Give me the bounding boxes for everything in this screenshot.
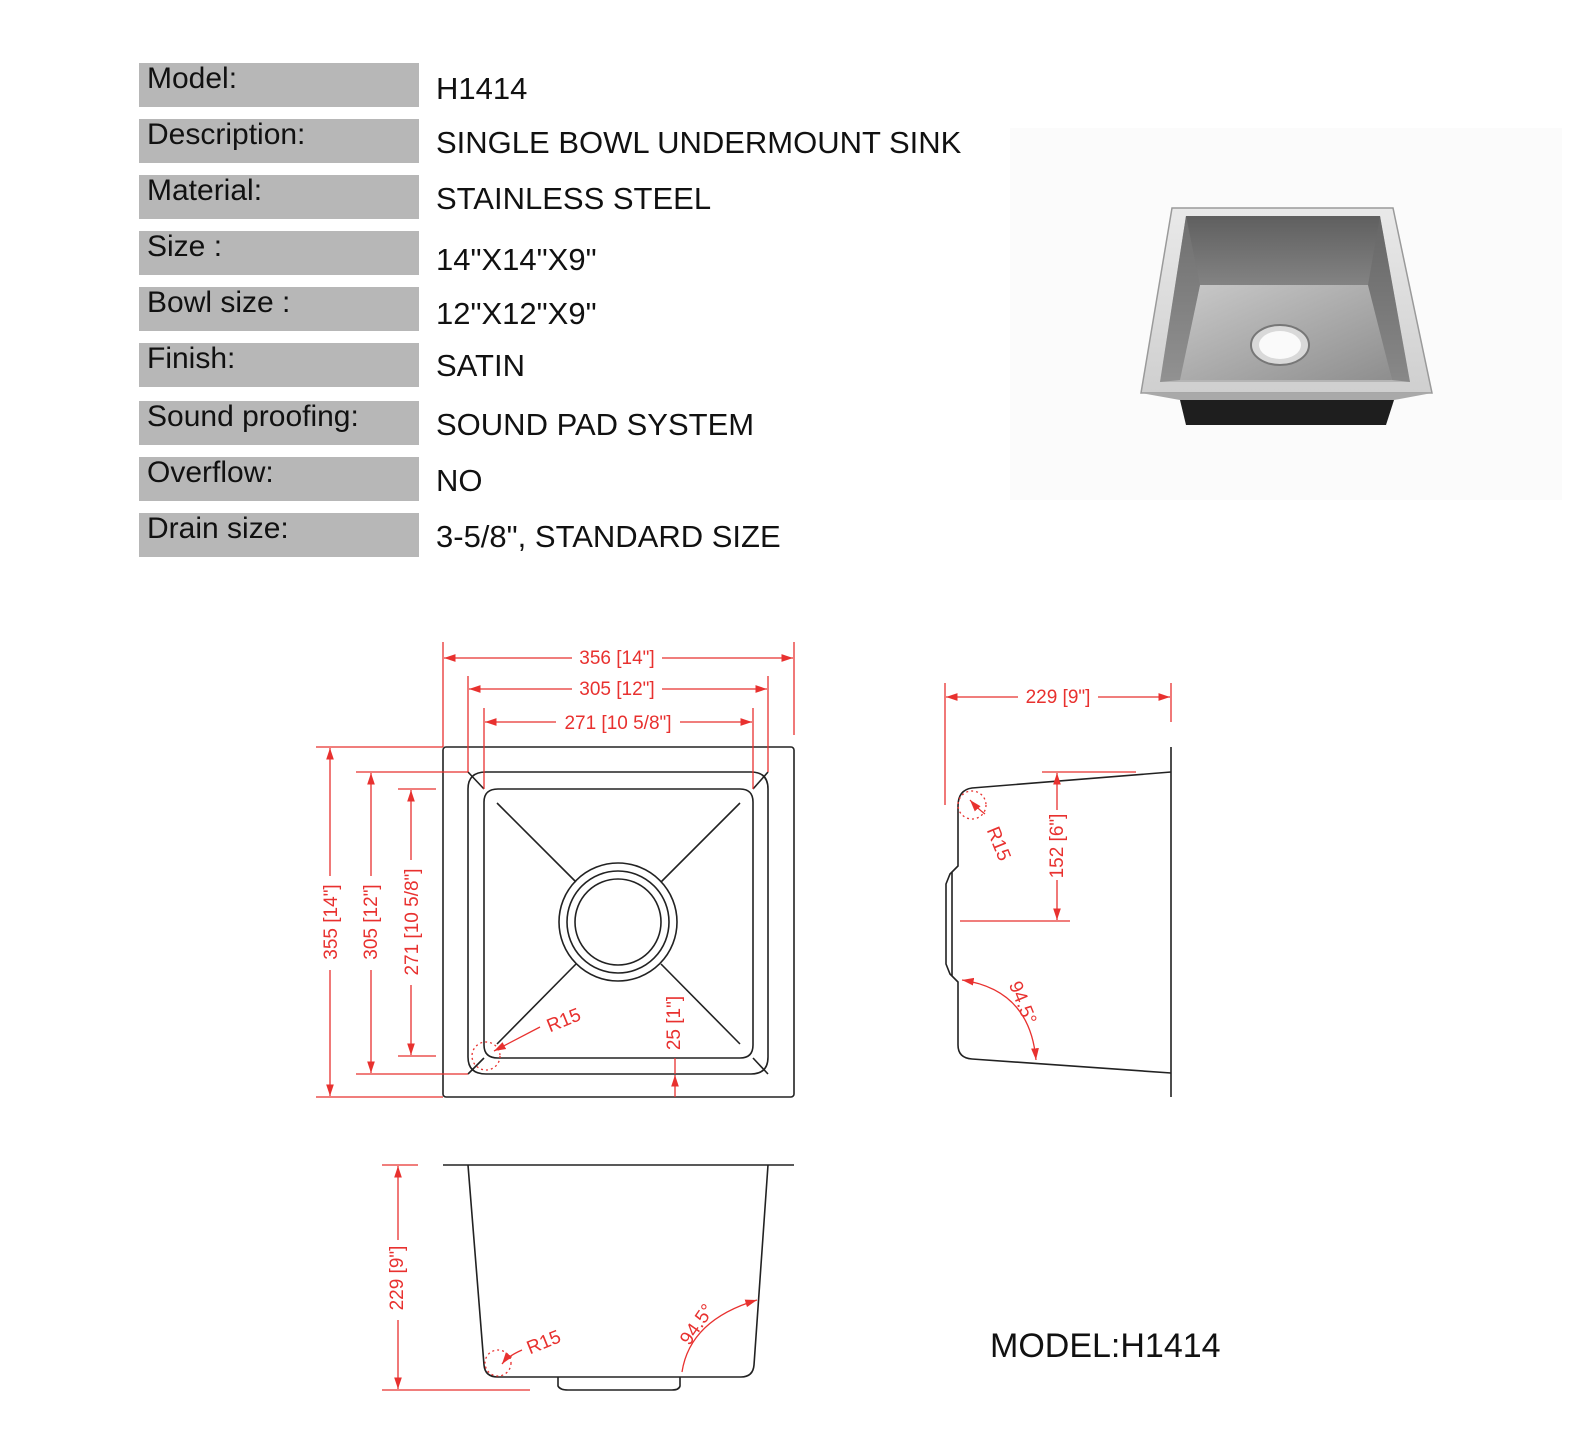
- dim-flange: 25 [1"]: [664, 995, 685, 1051]
- spec-label-material: Material:: [139, 175, 419, 219]
- front-view-drawing: [443, 1165, 794, 1390]
- spec-label-size: Size :: [139, 231, 419, 275]
- spec-value-finish: SATIN: [436, 348, 525, 383]
- side-dim-radius: R15: [981, 823, 1015, 865]
- spec-value-drain-size: 3-5/8", STANDARD SIZE: [436, 519, 781, 554]
- spec-label-description: Description:: [139, 119, 419, 163]
- dim-top-radius: R15: [543, 1004, 585, 1038]
- spec-label-sound-proofing: Sound proofing:: [139, 401, 419, 445]
- model-caption: MODEL:H1414: [990, 1327, 1221, 1365]
- spec-label-finish: Finish:: [139, 343, 419, 387]
- front-dim-angle: 94.5°: [676, 1300, 719, 1350]
- spec-value-material: STAINLESS STEEL: [436, 181, 712, 216]
- sink-photo: [1141, 208, 1432, 425]
- side-dim-height: 152 [6"]: [1047, 813, 1068, 879]
- front-dim-depth: 229 [9"]: [387, 1245, 408, 1311]
- spec-label-bowl-size: Bowl size :: [139, 287, 419, 331]
- top-view-drawing: [443, 747, 794, 1097]
- dim-overall-length: 355 [14"]: [321, 884, 342, 960]
- side-view-drawing: [946, 747, 1171, 1097]
- spec-value-description: SINGLE BOWL UNDERMOUNT SINK: [436, 125, 962, 160]
- dim-bowl-width: 305 [12"]: [579, 679, 655, 700]
- dim-bottom-length: 271 [10 5/8"]: [402, 868, 423, 976]
- side-dim-depth: 229 [9"]: [1025, 687, 1091, 708]
- spec-label-drain-size: Drain size:: [139, 513, 419, 557]
- spec-label-model: Model:: [139, 63, 419, 107]
- front-dim-radius: R15: [523, 1326, 565, 1360]
- spec-label-overflow: Overflow:: [139, 457, 419, 501]
- dim-bowl-length: 305 [12"]: [361, 884, 382, 960]
- front-view-dimensions: [382, 1165, 757, 1390]
- dim-bottom-width: 271 [10 5/8"]: [564, 713, 672, 734]
- spec-value-size: 14"X14"X9": [436, 242, 597, 277]
- spec-value-model: H1414: [436, 71, 528, 106]
- spec-value-sound-proofing: SOUND PAD SYSTEM: [436, 407, 755, 442]
- spec-value-overflow: NO: [436, 463, 483, 498]
- spec-value-bowl-size: 12"X12"X9": [436, 296, 597, 331]
- dim-overall-width: 356 [14"]: [579, 648, 655, 669]
- side-dim-angle: 94.5°: [1004, 978, 1041, 1028]
